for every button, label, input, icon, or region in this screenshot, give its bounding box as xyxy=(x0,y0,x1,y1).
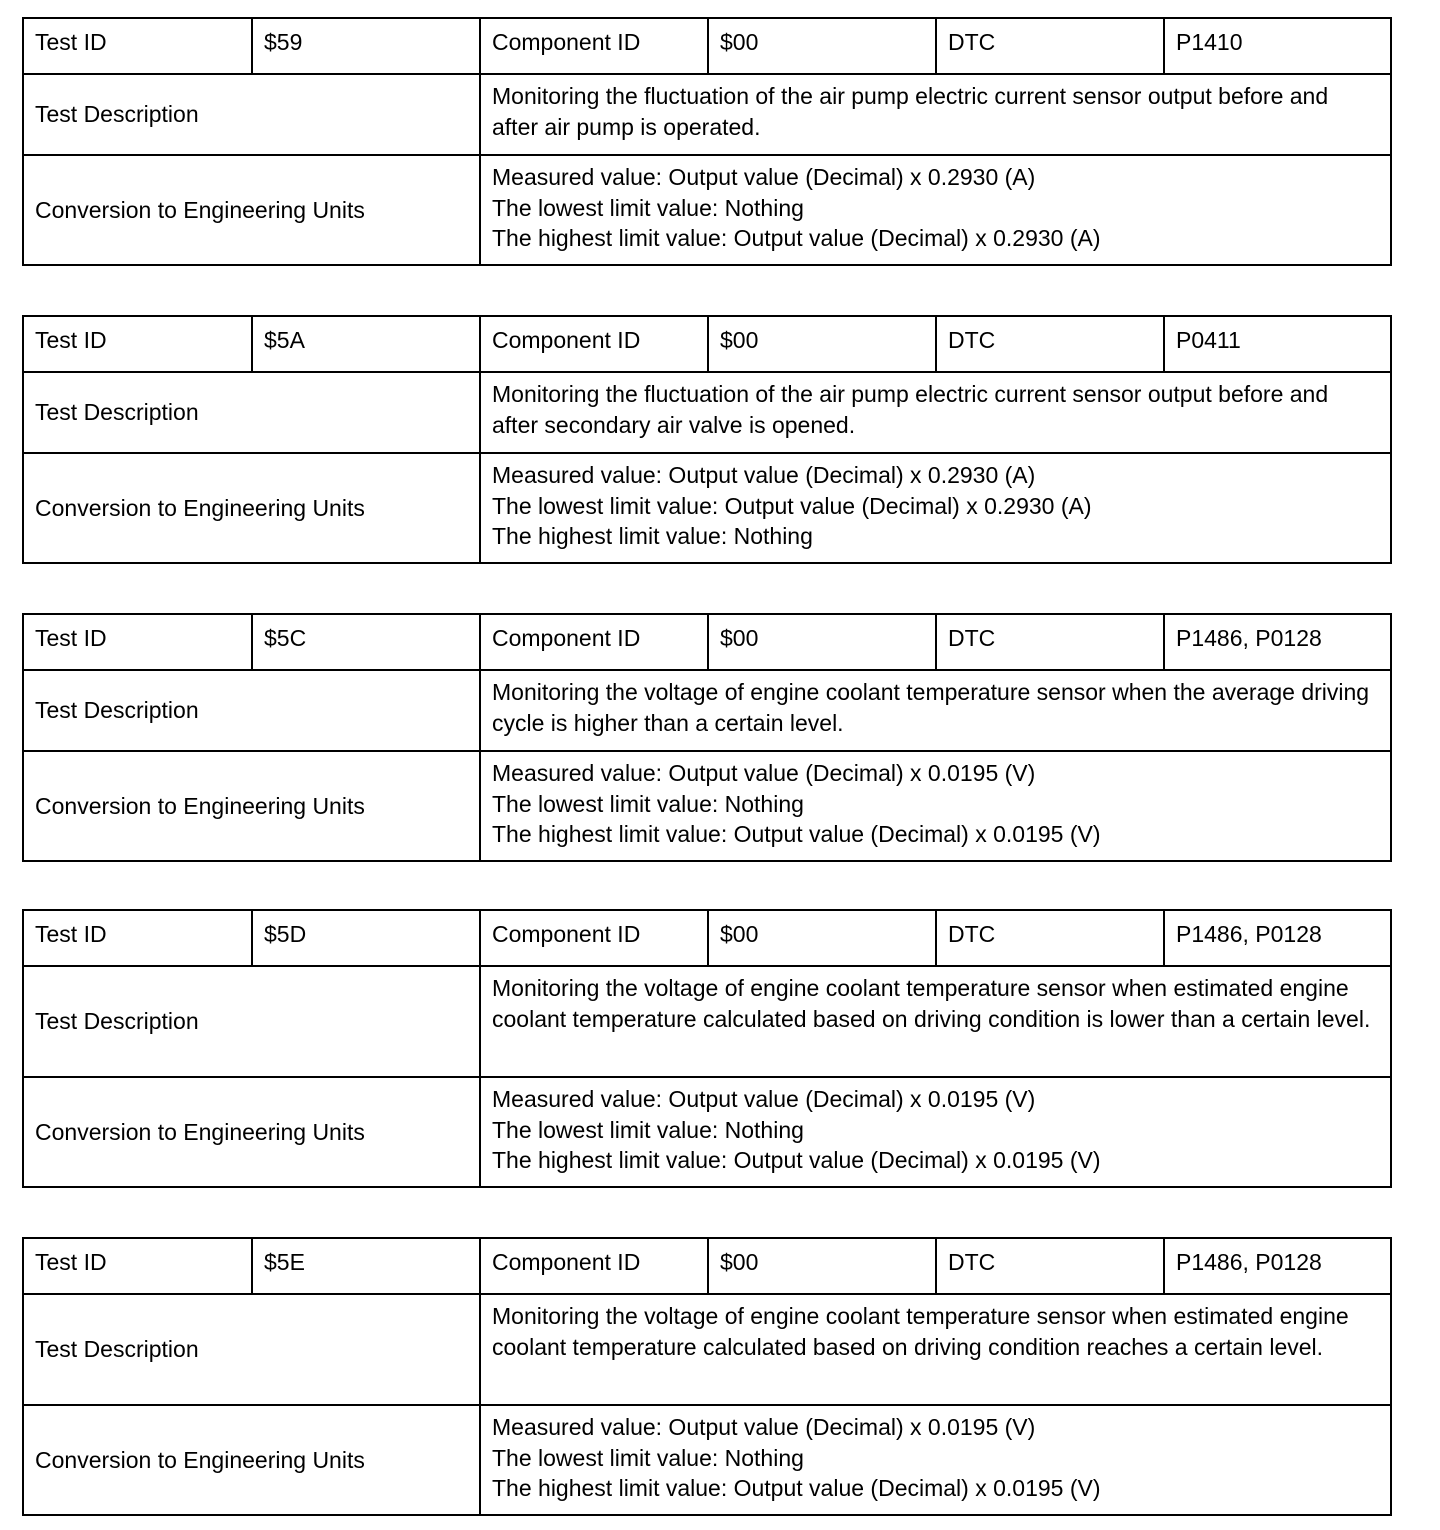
test-description-value xyxy=(480,670,1391,751)
description-row xyxy=(23,74,1391,155)
test-description-value xyxy=(480,966,1391,1077)
lowest-limit-text: The lowest limit value: Nothing xyxy=(492,194,804,221)
component-id-value: $00 xyxy=(708,910,936,966)
lowest-limit-text: The lowest limit value: Output value (Decimal) x 0.2930 (A) xyxy=(492,492,1092,519)
conversion-label: Conversion to Engineering Units xyxy=(23,1405,480,1515)
test-table-5e xyxy=(22,1237,1392,1516)
conversion-value xyxy=(480,751,1391,861)
description-row xyxy=(23,372,1391,453)
dtc-value: P1486, P0128 xyxy=(1164,614,1391,670)
description-row xyxy=(23,966,1391,1077)
test-id-label: Test ID xyxy=(23,910,252,966)
dtc-value: P1486, P0128 xyxy=(1164,1238,1391,1294)
test-id-label: Test ID xyxy=(23,18,252,74)
measured-value-text: Measured value: Output value (Decimal) x 0.0195 (V) xyxy=(492,1414,1036,1440)
component-id-label: Component ID xyxy=(480,18,708,74)
header-row xyxy=(23,316,1391,372)
lowest-limit-text: The lowest limit value: Nothing xyxy=(492,1116,804,1143)
test-description-value xyxy=(480,1294,1391,1405)
dtc-label: DTC xyxy=(936,910,1164,966)
dtc-label: DTC xyxy=(936,1238,1164,1294)
conversion-row xyxy=(23,1077,1391,1187)
test-id-value: $5A xyxy=(252,316,480,372)
test-description-label: Test Description xyxy=(23,670,480,751)
conversion-row xyxy=(23,1405,1391,1515)
header-row xyxy=(23,614,1391,670)
highest-limit-text: The highest limit value: Nothing xyxy=(492,523,813,549)
test-id-value: $59 xyxy=(252,18,480,74)
dtc-value: P0411 xyxy=(1164,316,1391,372)
measured-value-text: Measured value: Output value (Decimal) x 0.0195 (V) xyxy=(492,760,1036,786)
test-description-value xyxy=(480,372,1391,453)
conversion-row xyxy=(23,751,1391,861)
test-table-5d xyxy=(22,909,1392,1188)
conversion-value xyxy=(480,1405,1391,1515)
component-id-label: Component ID xyxy=(480,910,708,966)
component-id-label: Component ID xyxy=(480,1238,708,1294)
component-id-value: $00 xyxy=(708,614,936,670)
header-row xyxy=(23,18,1391,74)
component-id-label: Component ID xyxy=(480,316,708,372)
description-row xyxy=(23,670,1391,751)
test-description-label: Test Description xyxy=(23,372,480,453)
dtc-value: P1410 xyxy=(1164,18,1391,74)
test-table-5a xyxy=(22,315,1392,564)
conversion-label: Conversion to Engineering Units xyxy=(23,1077,480,1187)
dtc-label: DTC xyxy=(936,316,1164,372)
measured-value-text: Measured value: Output value (Decimal) x 0.0195 (V) xyxy=(492,1086,1036,1112)
description-text: Monitoring the voltage of engine coolant temperature sensor when the average driving cycle is higher than a certain level. xyxy=(492,679,1370,736)
test-description-label: Test Description xyxy=(23,966,480,1077)
component-id-value: $00 xyxy=(708,18,936,74)
conversion-row xyxy=(23,453,1391,563)
test-id-value: $5D xyxy=(252,910,480,966)
lowest-limit-text: The lowest limit value: Nothing xyxy=(492,790,804,817)
component-id-label: Component ID xyxy=(480,614,708,670)
dtc-label: DTC xyxy=(936,614,1164,670)
test-description-label: Test Description xyxy=(23,74,480,155)
test-id-value: $5E xyxy=(252,1238,480,1294)
conversion-label: Conversion to Engineering Units xyxy=(23,751,480,861)
test-description-value xyxy=(480,74,1391,155)
highest-limit-text: The highest limit value: Output value (Decimal) x 0.2930 (A) xyxy=(492,225,1101,251)
test-table-5c xyxy=(22,613,1392,862)
header-row xyxy=(23,910,1391,966)
highest-limit-text: The highest limit value: Output value (Decimal) x 0.0195 (V) xyxy=(492,1475,1101,1501)
description-text: Monitoring the voltage of engine coolant temperature sensor when estimated engine coolant temperature calculated based on driving condition is lower than a certain level. xyxy=(492,975,1371,1032)
component-id-value: $00 xyxy=(708,316,936,372)
measured-value-text: Measured value: Output value (Decimal) x 0.2930 (A) xyxy=(492,462,1036,488)
lowest-limit-text: The lowest limit value: Nothing xyxy=(492,1444,804,1471)
test-id-value: $5C xyxy=(252,614,480,670)
highest-limit-text: The highest limit value: Output value (Decimal) x 0.0195 (V) xyxy=(492,1147,1101,1173)
conversion-value xyxy=(480,453,1391,563)
test-description-label: Test Description xyxy=(23,1294,480,1405)
component-id-value: $00 xyxy=(708,1238,936,1294)
conversion-value xyxy=(480,155,1391,265)
conversion-label: Conversion to Engineering Units xyxy=(23,155,480,265)
measured-value-text: Measured value: Output value (Decimal) x 0.2930 (A) xyxy=(492,164,1036,190)
description-text: Monitoring the fluctuation of the air pump electric current sensor output before and after secondary air valve is opened. xyxy=(492,381,1329,438)
description-text: Monitoring the voltage of engine coolant temperature sensor when estimated engine coolant temperature calculated based on driving condition reaches a certain level. xyxy=(492,1303,1349,1360)
conversion-value xyxy=(480,1077,1391,1187)
highest-limit-text: The highest limit value: Output value (Decimal) x 0.0195 (V) xyxy=(492,821,1101,847)
dtc-label: DTC xyxy=(936,18,1164,74)
conversion-row xyxy=(23,155,1391,265)
test-id-label: Test ID xyxy=(23,1238,252,1294)
conversion-label: Conversion to Engineering Units xyxy=(23,453,480,563)
test-id-label: Test ID xyxy=(23,614,252,670)
dtc-value: P1486, P0128 xyxy=(1164,910,1391,966)
header-row xyxy=(23,1238,1391,1294)
test-id-label: Test ID xyxy=(23,316,252,372)
test-table-59 xyxy=(22,17,1392,266)
description-row xyxy=(23,1294,1391,1405)
description-text: Monitoring the fluctuation of the air pump electric current sensor output before and after air pump is operated. xyxy=(492,83,1329,140)
